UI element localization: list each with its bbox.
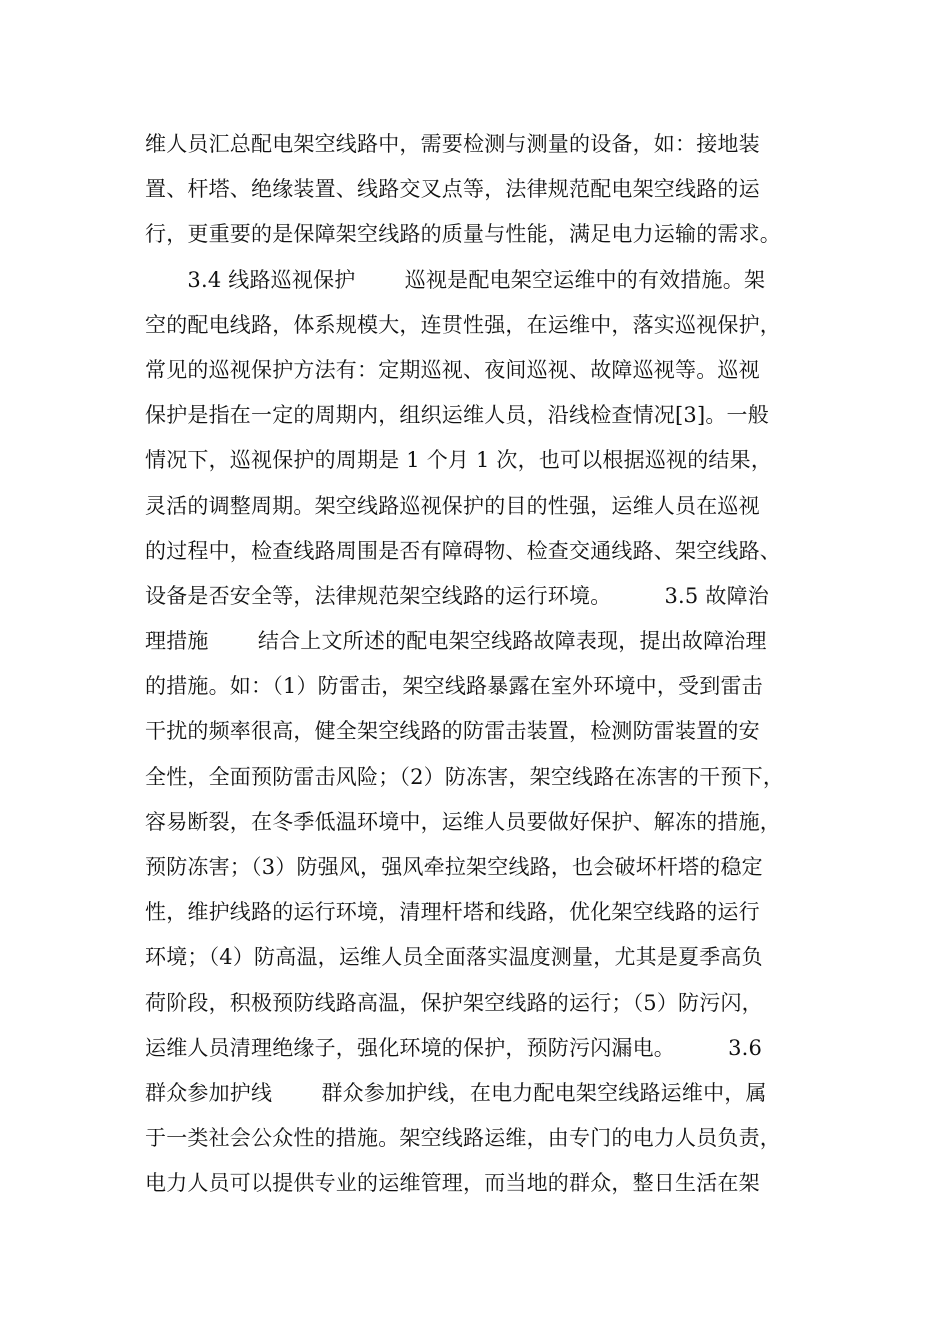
text-line: 容易断裂，在冬季低温环境中，运维人员要做好保护、解冻的措施， [145,809,781,834]
text-line: 空的配电线路，体系规模大，连贯性强，在运维中，落实巡视保护， [145,312,781,337]
text-line: 预防冻害；（3）防强风，强风牵拉架空线路，也会破坏杆塔的稳定 [145,855,763,879]
text-line: 保护是指在一定的周期内，组织运维人员，沿线检查情况[3]。一般 [145,403,769,428]
text-line: 的措施。如：（1）防雷击，架空线路暴露在室外环境中，受到雷击 [145,674,763,699]
text-line: 干扰的频率很高，健全架空线路的防雷击装置，检测防雷装置的安 [145,719,760,744]
body-text [145,122,835,1207]
text-line: 3.4 线路巡视保护 巡视是配电架空运维中的有效措施。架 [145,267,766,292]
text-line: 灵活的调整周期。架空线路巡视保护的目的性强，运维人员在巡视 [145,493,760,518]
text-line: 维人员汇总配电架空线路中，需要检测与测量的设备，如：接地装 [145,132,760,156]
text-line: 行，更重要的是保障架空线路的质量与性能，满足电力运输的需求。 [145,222,781,247]
text-line: 环境；（4）防高温，运维人员全面落实温度测量，尤其是夏季高负 [145,945,763,970]
text-line: 电力人员可以提供专业的运维管理，而当地的群众，整日生活在架 [145,1171,760,1196]
text-line: 运维人员清理绝缘子，强化环境的保护，预防污闪漏电。 3.6 [145,1035,763,1060]
text-line: 设备是否安全等，法律规范架空线路的运行环境。 3.5 故障治 [145,583,769,608]
text-line: 全性，全面预防雷击风险；（2）防冻害，架空线路在冻害的干预下， [145,764,785,789]
text-line: 置、杆塔、绝缘装置、线路交叉点等，法律规范配电架空线路的运 [145,177,760,202]
text-line: 理措施 结合上文所述的配电架空线路故障表现，提出故障治理 [145,629,767,654]
text-line: 的过程中，检查线路周围是否有障碍物、检查交通线路、架空线路、 [145,538,781,563]
text-line: 荷阶段，积极预防线路高温，保护架空线路的运行；（5）防污闪， [145,990,763,1015]
text-line: 常见的巡视保护方法有：定期巡视、夜间巡视、故障巡视等。巡视 [145,357,760,382]
text-line: 性，维护线路的运行环境，清理杆塔和线路，优化架空线路的运行 [145,900,760,925]
text-line: 于一类社会公众性的措施。架空线路运维，由专门的电力人员负责， [145,1126,781,1151]
text-line: 群众参加护线 群众参加护线，在电力配电架空线路运维中，属 [145,1080,767,1105]
text-line: 情况下，巡视保护的周期是 1 个月 1 次，也可以根据巡视的结果， [145,448,773,473]
